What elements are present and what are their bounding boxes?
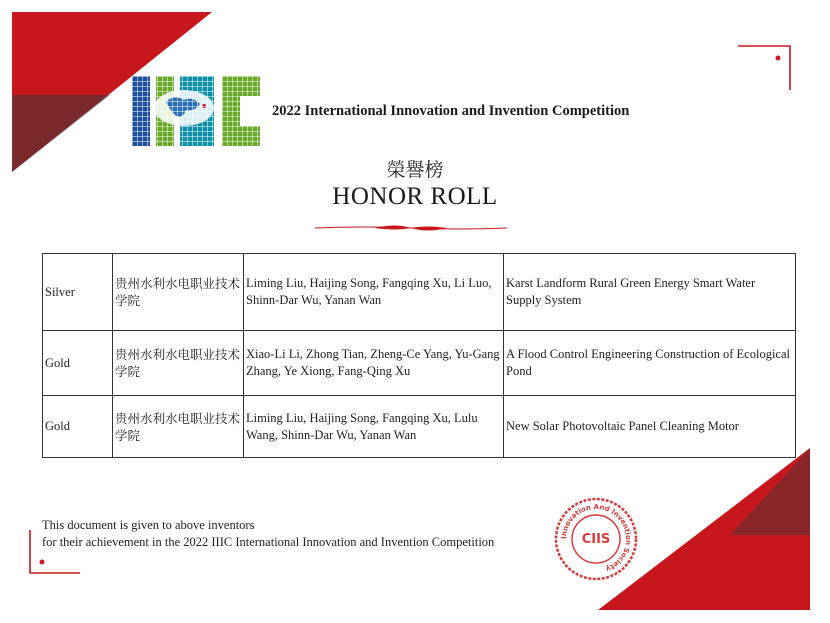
table-row	[43, 331, 796, 396]
certificate-statement	[42, 517, 494, 550]
project-cell: A Flood Control Engineering Construction of Ecological Pond	[504, 331, 796, 396]
institution-cell: 贵州水利水电职业技术学院	[113, 254, 244, 331]
bottom-left-corner-dot	[40, 560, 45, 565]
project-cell: New Solar Photovoltaic Panel Cleaning Motor	[504, 396, 796, 458]
ciis-seal	[554, 497, 638, 581]
inventors-cell: Xiao-Li Li, Zhong Tian, Zheng-Ce Yang, Yu-Gang Zhang, Ye Xiong, Fang-Qing Xu	[244, 331, 504, 396]
chinese-title: 榮譽榜	[386, 159, 444, 181]
inventors-cell: Liming Liu, Haijing Song, Fangqing Xu, Lulu Wang, Shinn-Dar Wu, Yanan Wan	[244, 396, 504, 458]
title-divider	[315, 222, 507, 234]
honor-roll-title: HONOR ROLL	[332, 183, 498, 210]
project-cell: Karst Landform Rural Green Energy Smart Water Supply System	[504, 254, 796, 331]
top-right-corner-dot	[776, 56, 781, 61]
institution-cell: 贵州水利水电职业技术学院	[113, 396, 244, 458]
table-row	[43, 254, 796, 331]
inventors-cell: Liming Liu, Haijing Song, Fangqing Xu, Li Luo, Shinn-Dar Wu, Yanan Wan	[244, 254, 504, 331]
table-row	[43, 396, 796, 458]
institution-cell: 贵州水利水电职业技术学院	[113, 331, 244, 396]
statement-line-1: This document is given to above inventors	[42, 518, 255, 532]
seal-center-text: CIIS	[581, 532, 611, 547]
top-right-corner-line	[738, 46, 790, 90]
seal-ring-text: Innovation And Invention Society	[559, 502, 633, 574]
award-cell: Gold	[43, 331, 113, 396]
award-cell: Silver	[43, 254, 113, 331]
honor-roll-table	[42, 253, 796, 458]
statement-line-2: for their achievement in the 2022 IIIC International Innovation and Invention Competition	[42, 534, 495, 549]
iiic-logo	[132, 76, 260, 146]
competition-title: 2022 International Innovation and Invention Competition	[272, 103, 630, 119]
award-cell: Gold	[43, 396, 113, 458]
